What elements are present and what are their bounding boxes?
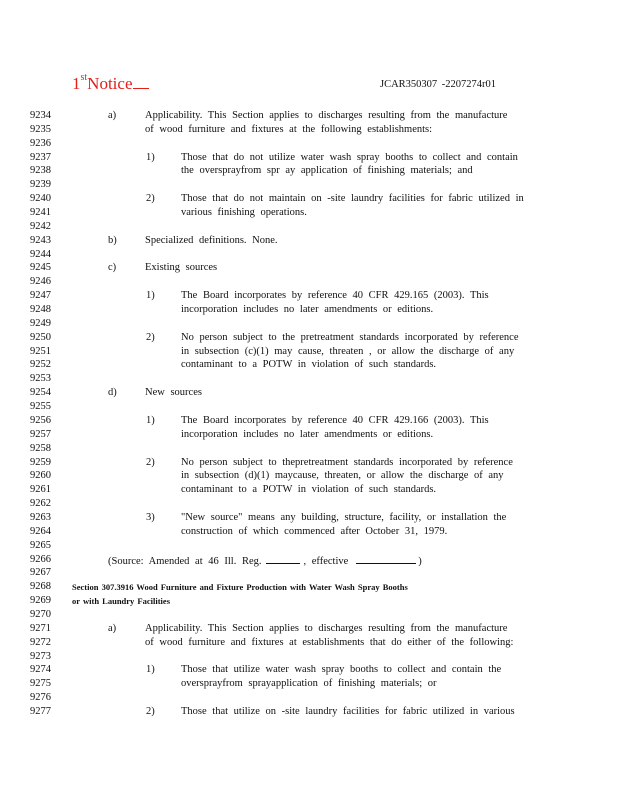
notice-superscript: st [80,72,88,84]
line-number: 9250 [30,331,51,343]
line-number: 9239 [30,179,51,191]
line-number: 9277 [30,705,51,717]
item-label: 1) [146,151,155,163]
line-number: 9261 [30,484,51,496]
item-label: 1) [146,290,155,302]
line-number: 9248 [30,304,51,316]
source-text [108,553,422,569]
line-number: 9238 [30,165,51,177]
line-number: 9270 [30,608,51,620]
line-number: 9262 [30,498,51,510]
line-number: 9236 [30,137,51,149]
line-number: 9271 [30,622,51,634]
item-label: a) [108,622,117,634]
line-number: 9272 [30,636,51,648]
line-text: No person subject to the pretreatment standards incorporated by reference [181,331,519,343]
notice-underline [133,74,149,89]
item-label: c) [108,262,117,274]
line-number: 9256 [30,414,51,426]
line-text: contaminant to a POTW in violation of such standards. [181,359,437,371]
item-label: b) [108,234,117,246]
line-number: 9276 [30,692,51,704]
source-prefix: (Source: Amended at 46 Ill. Reg. [108,555,262,567]
line-number: 9246 [30,276,51,288]
line-text: The Board incorporates by reference 40 CFR 429.166 (2003). This [181,414,489,426]
line-number: 9274 [30,664,51,676]
line-text: Those that do not maintain on -site laundry facilities for fabric utilized in [181,193,524,205]
line-text: incorporation includes no later amendments or editions. [181,428,434,440]
line-number: 9241 [30,207,51,219]
line-number: 9252 [30,359,51,371]
line-text: of wood furniture and fixtures at the following establishments: [145,123,433,135]
line-number: 9249 [30,317,51,329]
line-text: Specialized definitions. None. [145,234,278,246]
item-label: 2) [146,193,155,205]
item-label: d) [108,387,117,399]
section-heading-text: or with Laundry Facilities [72,596,170,607]
line-number: 9264 [30,525,51,537]
line-text: in subsection (d)(1) maycause, threaten, or allow the discharge of any [181,470,504,482]
line-text: The Board incorporates by reference 40 CFR 429.165 (2003). This [181,290,489,302]
line-number: 9244 [30,248,51,260]
line-text: oversprayfrom sprayapplication of finishing materials; or [181,678,437,690]
line-text: Applicability. This Section applies to discharges resulting from the manufacture [145,110,508,121]
item-label: 2) [146,331,155,343]
item-label: 2) [146,456,155,468]
line-number: 9247 [30,290,51,302]
line-text: "New source" means any building, structure, facility, or installation the [181,511,507,523]
line-text: contaminant to a POTW in violation of such standards. [181,484,437,496]
line-text: construction of which commenced after October 31, 1979. [181,525,448,537]
item-label: 1) [146,664,155,676]
item-label: 3) [146,511,155,523]
line-number: 9258 [30,442,51,454]
line-number: 9265 [30,539,51,551]
line-text: in subsection (c)(1) may cause, threaten , or allow the discharge of any [181,345,515,357]
line-number: 9253 [30,373,51,385]
line-number: 9267 [30,567,51,579]
line-number: 9268 [30,581,51,593]
line-number: 9240 [30,193,51,205]
line-text: the oversprayfrom spr ay application of finishing materials; and [181,165,473,177]
line-number: 9263 [30,511,51,523]
item-label: a) [108,110,117,121]
line-number: 9273 [30,650,51,662]
section-heading-text: Section 307.3916 Wood Furniture and Fixture Production with Water Wash Spray Booths [72,582,408,593]
line-number: 9251 [30,345,51,357]
line-number: 9235 [30,123,51,135]
line-text: New sources [145,387,202,399]
line-number: 9266 [30,553,51,565]
register-blank [266,553,300,564]
notice-number: 1 [72,74,81,93]
line-text: Those that utilize on -site laundry facilities for fabric utilized in various [181,705,515,717]
line-number: 9245 [30,262,51,274]
line-number: 9259 [30,456,51,468]
item-label: 1) [146,414,155,426]
line-text: Those that utilize water wash spray booths to collect and contain the [181,664,502,676]
line-text: Existing sources [145,262,218,274]
document-id: JCAR350307 -2207274r01 [380,79,497,90]
source-suffix: ) [418,555,422,567]
line-text: No person subject to thepretreatment standards incorporated by reference [181,456,513,468]
line-text: Applicability. This Section applies to discharges resulting from the manufacture [145,622,508,634]
line-number: 9237 [30,151,51,163]
line-text: various finishing operations. [181,207,307,219]
effective-date-blank [356,553,416,564]
source-middle: , effective [303,555,349,567]
line-text: incorporation includes no later amendments or editions. [181,304,434,316]
line-number: 9254 [30,387,51,399]
line-number: 9257 [30,428,51,440]
line-number: 9243 [30,234,51,246]
line-text: of wood furniture and fixtures at establishments that do either of the following: [145,636,514,648]
line-text: Those that do not utilize water wash spray booths to collect and contain [181,151,518,163]
item-label: 2) [146,705,155,717]
line-number: 9242 [30,220,51,232]
line-number: 9255 [30,401,51,413]
line-number: 9260 [30,470,51,482]
line-number: 9269 [30,595,51,607]
line-number: 9275 [30,678,51,690]
line-number: 9234 [30,110,51,121]
first-notice-label [72,74,149,94]
notice-word: Notice [87,74,133,93]
